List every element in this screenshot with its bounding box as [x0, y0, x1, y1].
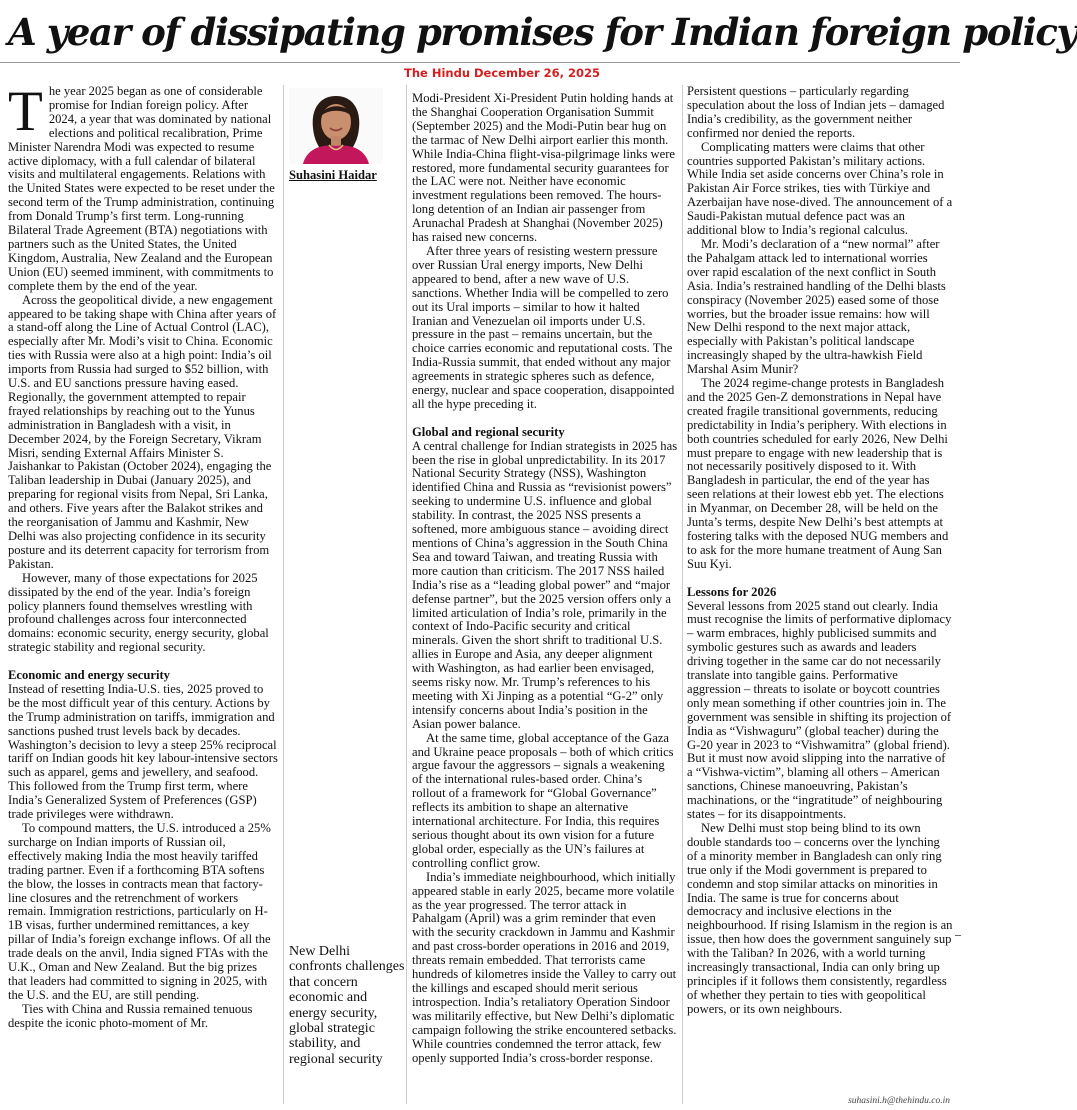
article-paragraph: The 2024 regime-change protests in Bangladesh and the 2025 Gen-Z demonstrations in Nepal have created fragile transitional governments, reducing predictability in India’s periphery. With elections in both countries scheduled for early 2026, New Delhi must prepare to engage with new leadership that is not necessarily positively disposed to it. With Bangladesh in particular, the end of the year has seen relations at their lowest ebb yet. The elections in Myanmar, on December 28, will be held on the Junta’s terms, despite New Delhi’s best attempts at fostering talks with the deposed NUG members and to ask for the more humane treatment of Aung San Suu Kyi. [687, 376, 949, 571]
article-paragraph: The year 2025 began as one of considerable promise for Indian foreign policy. After 2024, a year that was dominated by national elections and political recalibration, Prime Minister Narendra Modi was expected to resume active diplomacy, with a full calendar of bilateral visits and multilateral engagements. Relations with the United States were expected to be reset under the second term of the Trump administration, continuing from Donald Trump’s first term. Long-running Bilateral Trade Agreement (BTA) negotiations with partners such as the United States, the United Kingdom, Australia, New Zealand and the European Union (EU) seemed imminent, with commitments to complete them by the end of the year. [8, 80, 275, 293]
article-paragraph: New Delhi must stop being blind to its own double standards too – concerns over the lynching of a minority member in Bangladesh can only ring true only if the Modi government is prepared to condemn and stop similar attacks on minorities in India. The same is true for concerns about democracy and inclusive elections in the neighbourhood. If rising Islamism in the region is an issue, then how does the government sanguinely sup with the Taliban? In 2026, with a world turning increasingly transactional, India can only bring up principles if it follows them consistently, regardless of whether they pertain to ties with geopolitical powers, or its own neighbours. [687, 821, 953, 1016]
headline-rule [0, 62, 960, 63]
article-paragraph: However, many of those expectations for 2025 dissipated by the end of the year. India’s foreign policy planners found themselves wrestling with profound challenges across four interconnected domains: economic security, energy security, global strategic stability and regional security. [8, 570, 269, 655]
article-column-4 [687, 85, 953, 1104]
article-column-3 [412, 92, 678, 1104]
column-divider [406, 85, 407, 1104]
article-paragraph: Across the geopolitical divide, a new engagement appeared to be taking shape with China after years of a stand-off along the Line of Actual Control (LAC), especially after Mr. Modi’s visit to China. Economic ties with Russia were also at a high point: India’s oil imports from Russia had surged to $52 billion, with U.S. and EU sanctions pressure having eased. Regionally, the government attempted to repair frayed relationships by reaching out to the Yunus administration in Bangladesh with a visit, in December 2024, by the Foreign Secretary, Vikram Misri, sending External Affairs Minister S. Jaishankar to Pakistan (October 2024), engaging the Taliban leadership in Dubai (January 2025), and preparing for regional visits from Nepal, Sri Lanka, and others. Five years after the Balakot strikes and the reorganisation of Jammu and Kashmir, New Delhi was also projecting confidence in its security posture and its deterrent capacity for terrorism from Pakistan. [8, 292, 277, 571]
article-column-1 [8, 80, 278, 1104]
margin-tick [955, 935, 961, 936]
article-paragraph: Instead of resetting India-U.S. ties, 2025 proved to be the most difficult year of this century. Actions by the Trump administration on tariffs, immigration and sanctions pushed trust levels back by decades. Washington’s decision to levy a steep 25% reciprocal tariff on Indian goods hit key labour-intensive sectors such as apparel, gems and jewellery, and seafood. This followed from the Trump first term, where India’s Generalized System of Preferences (GSP) trade privileges were withdrawn. [8, 681, 278, 822]
article-paragraph: Persistent questions – particularly regarding speculation about the loss of Indian jets – damaged India’s credibility, as the government neither confirmed nor denied the reports. [687, 84, 945, 140]
article-paragraph: After three years of resisting western pressure over Russian Ural energy imports, New Delhi appeared to bend, after a new wave of U.S. sanctions. Whether India will be compelled to zero out its Ural imports – similar to how it halted Iranian and Venezuelan oil imports under U.S. pressure in the past – remains uncertain, but the choice carries economic and reputational costs. The India-Russia summit, that ended without any major agreements in strategic spheres such as defence, energy, nuclear and space cooperation, disappointed all the hype preceding it. [412, 243, 675, 411]
article-paragraph: At the same time, global acceptance of the Gaza and Ukraine peace proposals – both of which critics argue favour the aggressors – signals a weakening of the international rules-based order. China’s rollout of a framework for “Global Governance” reflects its ambition to shape an alternative international architecture. For India, this requires serious thought about its own vision for a future global order, especially as the UN’s failures at controlling conflict grow. [412, 730, 674, 870]
section-heading: Economic and energy security [8, 668, 170, 683]
author-email[interactable]: suhasini.h@thehindu.co.in [848, 1096, 950, 1106]
article-paragraph: Complicating matters were claims that other countries supported Pakistan’s military actions. While India set aside concerns over China’s role in Pakistan Air Force strikes, ties with Türkiye and Azerbaijan have nose-dived. The announcement of a Saudi-Pakistan mutual defence pact was an additional blow to India’s regional calculus. [687, 139, 953, 238]
article-paragraph: Several lessons from 2025 stand out clearly. India must recognise the limits of performative diplomacy – warm embraces, highly publicised summits and symbolic gestures such as awards and leaders driving together in the same car do not necessarily translate into tangible gains. Performative aggression – threats to isolate or boycott countries only mean something if other countries join in. The government was sensible in shifting its projection of India as “Vishwaguru” (global teacher) during the G-20 year in 2023 to “Vishwamitra” (global friend). But it must now avoid slipping into the narrative of a “Vishwa-victim”, blaming all others – American sanctions, Chinese manoeuvring, Pakistan’s machinations, or the “ingratitude” of neighbouring states – for its disappointments. [687, 598, 952, 822]
article-paragraph: A central challenge for Indian strategists in 2025 has been the rise in global unpredictability. In its 2017 National Security Strategy (NSS), Washington identified China and Russia as “revisionist powers” seeking to undermine U.S. influence and global stability. In contrast, the 2025 NSS presents a softened, more ambiguous stance – avoiding direct mentions of China’s aggression in the South China Sea and toward Taiwan, and treating Russia with more caution than criticism. The 2017 NSS hailed India’s rise as a “leading global power” and “major defense partner”, but the 2025 version offers only a limited articulation of India’s role, primarily in the context of Indo-Pacific security and critical minerals. Given the short shrift to traditional U.S. allies in Europe and Asia, any deeper alignment with Washington, as had earlier been envisaged, seems risky now. Mr. Trump’s references to his meeting with Xi Jinping as a potential “G-2” only intensify concerns about India’s position in the Asian power balance. [412, 438, 678, 731]
section-heading: Lessons for 2026 [687, 584, 777, 599]
article-paragraph: Mr. Modi’s declaration of a “new normal” after the Pahalgam attack led to international worries over rapid escalation of the next conflict in South Asia. India’s restrained handling of the Delhi blasts conspiracy (November 2025) eased some of those worries, but the broader issue remains: how will New Delhi respond to the next major attack, especially with Pakistan’s political landscape increasingly shaped by the ultra-hawkish Field Marshal Asim Munir? [687, 236, 946, 377]
column-divider [283, 85, 284, 1104]
article-paragraph: India’s immediate neighbourhood, which initially appeared stable in early 2025, became more volatile as the year progressed. The terror attack in Pahalgam (April) was a grim reminder that even with the security crackdown in Jammu and Kashmir and past cross-border operations in 2016 and 2019, threats remain embedded. That terrorists came hundreds of kilometres inside the Valley to carry out the killings and escaped should merit serious introspection. India’s retaliatory Operation Sindoor was militarily effective, but New Delhi’s diplomatic campaign following the strike encountered setbacks. While countries condemned the terror attack, few openly supported India’s cross-border response. [412, 869, 677, 1065]
article-paragraph: Ties with China and Russia remained tenuous despite the iconic photo-moment of Mr. [8, 1001, 253, 1030]
column-divider [682, 85, 683, 1104]
source-line: The Hindu December 26, 2025 [404, 66, 601, 80]
drop-cap: T [8, 80, 43, 143]
author-byline[interactable]: Suhasini Haidar [289, 168, 377, 182]
section-heading: Global and regional security [412, 424, 565, 439]
headline: A year of dissipating promises for Indian foreign policy [8, 10, 1077, 54]
pull-quote: New Delhi confronts challenges that concern economic and energy security, global strategic stability, and regional security [289, 944, 405, 1067]
article-paragraph: Modi-President Xi-President Putin holding hands at the Shanghai Cooperation Organisation Summit (September 2025) and the Modi-Putin bear hug on the tarmac of New Delhi airport earlier this month. While India-China flight-visa-pilgrimage links were restored, more fundamental security guarantees for the LAC were not. Neither have economic investment regulations been removed. The hours-long detention of an Indian air passenger from Arunachal Pradesh at Shanghai (November 2025) has raised new concerns. [412, 91, 675, 245]
article-paragraph: To compound matters, the U.S. introduced a 25% surcharge on Indian imports of Russian oil, effectively making India the most heavily tariffed trading partner. Even if a forthcoming BTA softens the blow, the losses in contracts mean that factory-line closures and the retrenchment of workers remain. Immigration restrictions, particularly on H-1B visas, further undermined remittances, a key pillar of India’s foreign exchange inflows. Of all the trade deals on the anvil, India signed FTAs with the U.K., Oman and New Zealand. But the big prizes that leaders had committed to signing in 2025, with the U.S. and the EU, are still pending. [8, 821, 271, 1002]
author-photo [289, 88, 383, 164]
